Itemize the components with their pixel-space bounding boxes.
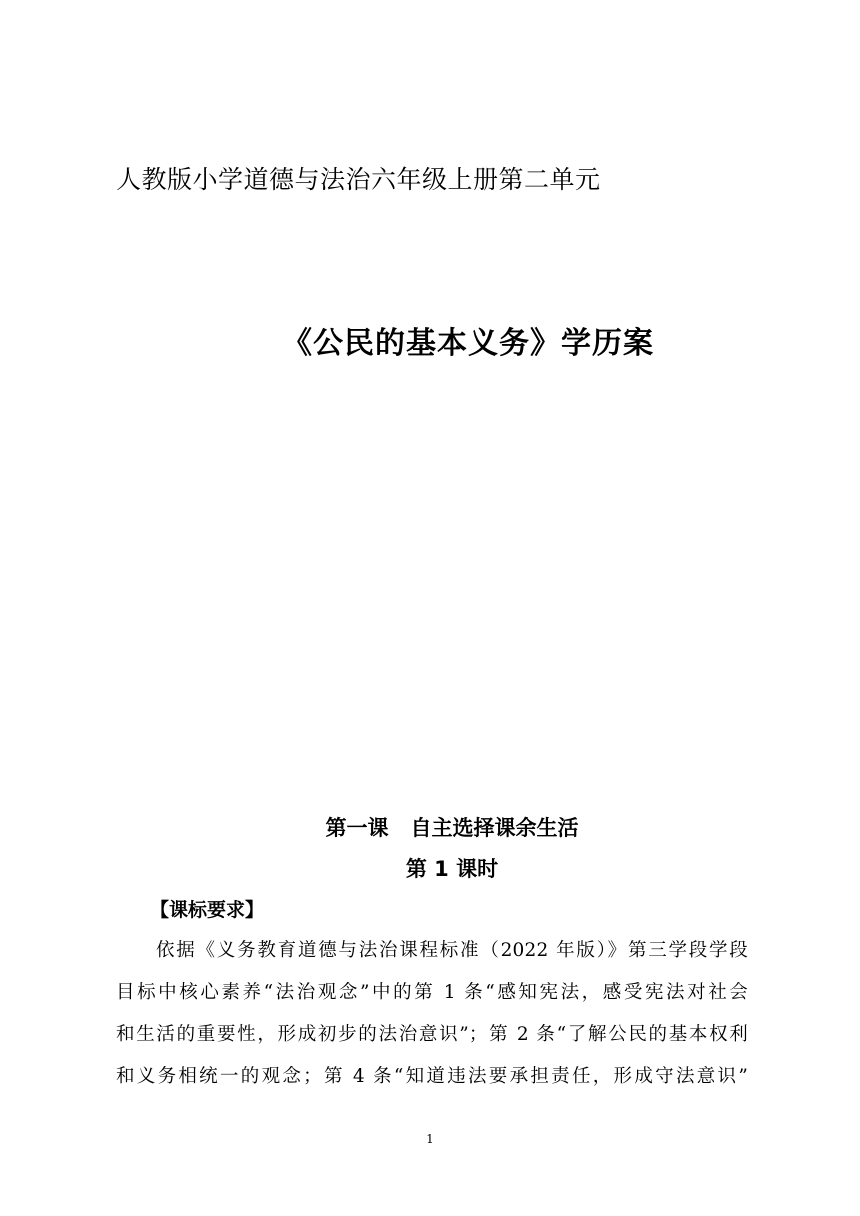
lesson-number: 第一课 (325, 816, 389, 840)
paragraph-line: 目标中核心素养“法治观念”中的第 1 条“感知宪法，感受宪法对社会 (116, 982, 748, 1003)
paragraph-line: 和生活的重要性，形成初步的法治意识”；第 2 条“了解公民的基本权利 (116, 1024, 748, 1045)
body-paragraph (116, 930, 748, 1098)
section-heading: 【课标要求】 (150, 899, 265, 921)
lesson-title (0, 812, 860, 842)
paragraph-line: 依据《义务教育道德与法治课程标准（2022 年版）》第三学段学段 (156, 940, 748, 961)
document-title: 《公民的基本义务》学历案 (282, 326, 654, 361)
lesson-name: 自主选择课余生活 (410, 816, 579, 840)
paragraph-line: 和义务相统一的观念；第 4 条“知道违法要承担责任，形成守法意识” (116, 1066, 748, 1087)
period-title: 第 1 课时 (405, 857, 499, 881)
unit-title: 人教版小学道德与法治六年级上册第二单元 (116, 165, 601, 194)
page-number: 1 (426, 1132, 434, 1146)
